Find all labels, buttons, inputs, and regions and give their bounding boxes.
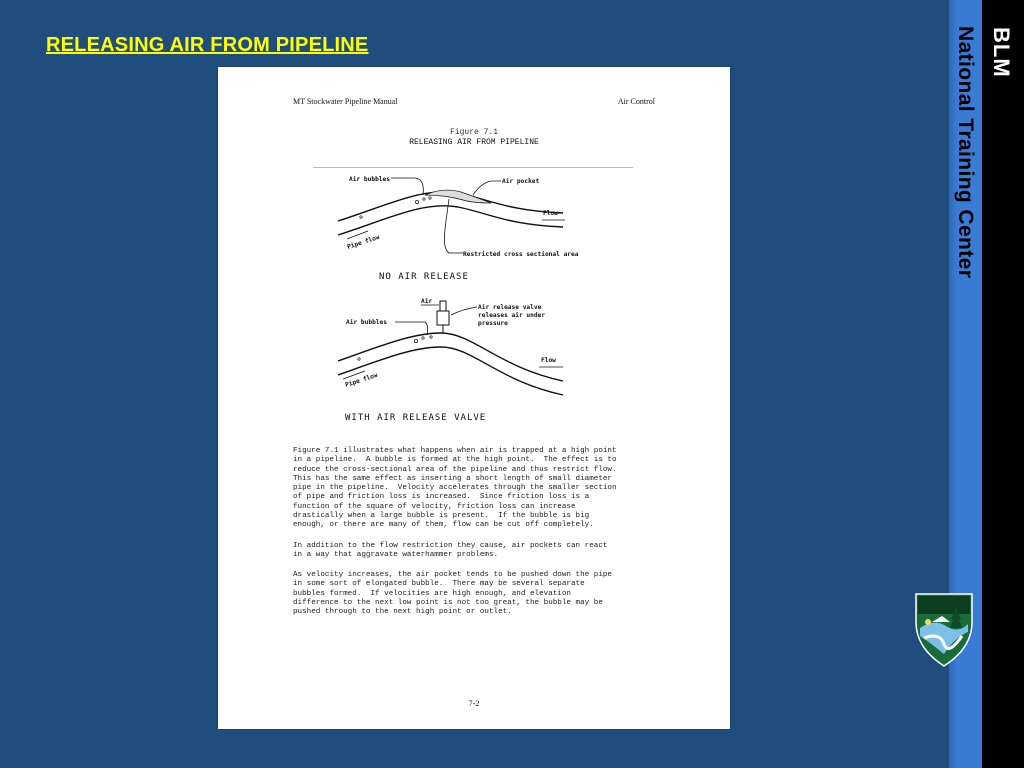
valve-label-line-2: releases air under [478,312,546,319]
caption-no-air-release: NO AIR RELEASE [379,272,469,282]
air-pocket-label: Air pocket [502,178,540,185]
text-line: Figure 7.1 illustrates what happens when air is trapped at a high point [293,447,617,455]
text-line: drastically when a large bubble is present. If the bubble is big [293,512,590,521]
air-bubbles-label-2: Air bubbles [346,319,387,326]
text-line: in a pipeline. A bubble is formed at the high point. The effect is to [293,456,617,465]
text-line: pipe in the pipeline. Velocity accelerates through the smaller section [293,484,617,493]
text-line: reduce the cross-sectional area of the pipeline and thus restrict flow. [293,465,617,474]
paragraph-3 [293,571,663,617]
text-line: in some sort of elongated bubble. There may be several separate [293,580,585,589]
side-black-bar [982,0,1024,768]
paragraph-2 [293,542,663,561]
text-line: As velocity increases, the air pocket tends to be pushed down the pipe [293,571,612,579]
figure-title: RELEASING AIR FROM PIPELINE [409,138,539,147]
text-line: of pipe and friction loss is increased. Since friction loss is a [293,493,590,502]
pipe-flow-label-2: Pipe flow [344,371,379,389]
side-title: National Training Center [954,26,977,279]
doc-header-left: MT Stockwater Pipeline Manual [293,97,398,106]
paragraph-1 [293,447,663,531]
text-line: bubbles formed. If velocities are high enough, and elevation [293,589,571,598]
text-line: This has the same effect as inserting a short length of small diameter [293,474,612,483]
diagram-with-valve [338,297,563,423]
flow-label-1: Flow [543,210,558,217]
air-release-diagram [313,169,643,427]
doc-header-right: Air Control [617,97,655,106]
text-line: In addition to the flow restriction they cause, air pockets can react [293,542,608,550]
text-line: pushed through to the next high point or outlet. [293,608,512,617]
diagram-no-air-release [338,175,579,282]
figure-number: Figure 7.1 [449,128,498,137]
page-number: 7-2 [468,699,480,708]
flow-label-2: Flow [541,357,556,364]
slide-title: RELEASING AIR FROM PIPELINE [46,34,369,56]
pipe-flow-label-1: Pipe flow [346,233,381,251]
blm-shield-logo-icon [914,592,974,668]
valve-label-line-1: Air release valve [478,304,542,311]
text-line: enough, or there are many of them, flow can be cut off completely. [293,521,594,530]
air-label: Air [421,298,433,305]
figure-rule [313,167,633,168]
caption-with-valve: WITH AIR RELEASE VALVE [345,413,487,423]
text-line: function of the square of velocity, friction loss can increase [293,502,576,511]
side-brand: BLM [989,27,1014,78]
air-bubbles-label-1: Air bubbles [349,176,390,183]
text-line: in a way that aggravate waterhammer problems. [293,551,499,560]
text-line: difference to the next low point is not too great, the bubble may be [293,598,603,607]
valve-label-line-3: pressure [478,320,508,327]
restricted-area-label: Restricted cross sectional area [463,251,579,258]
document-page [218,67,730,729]
